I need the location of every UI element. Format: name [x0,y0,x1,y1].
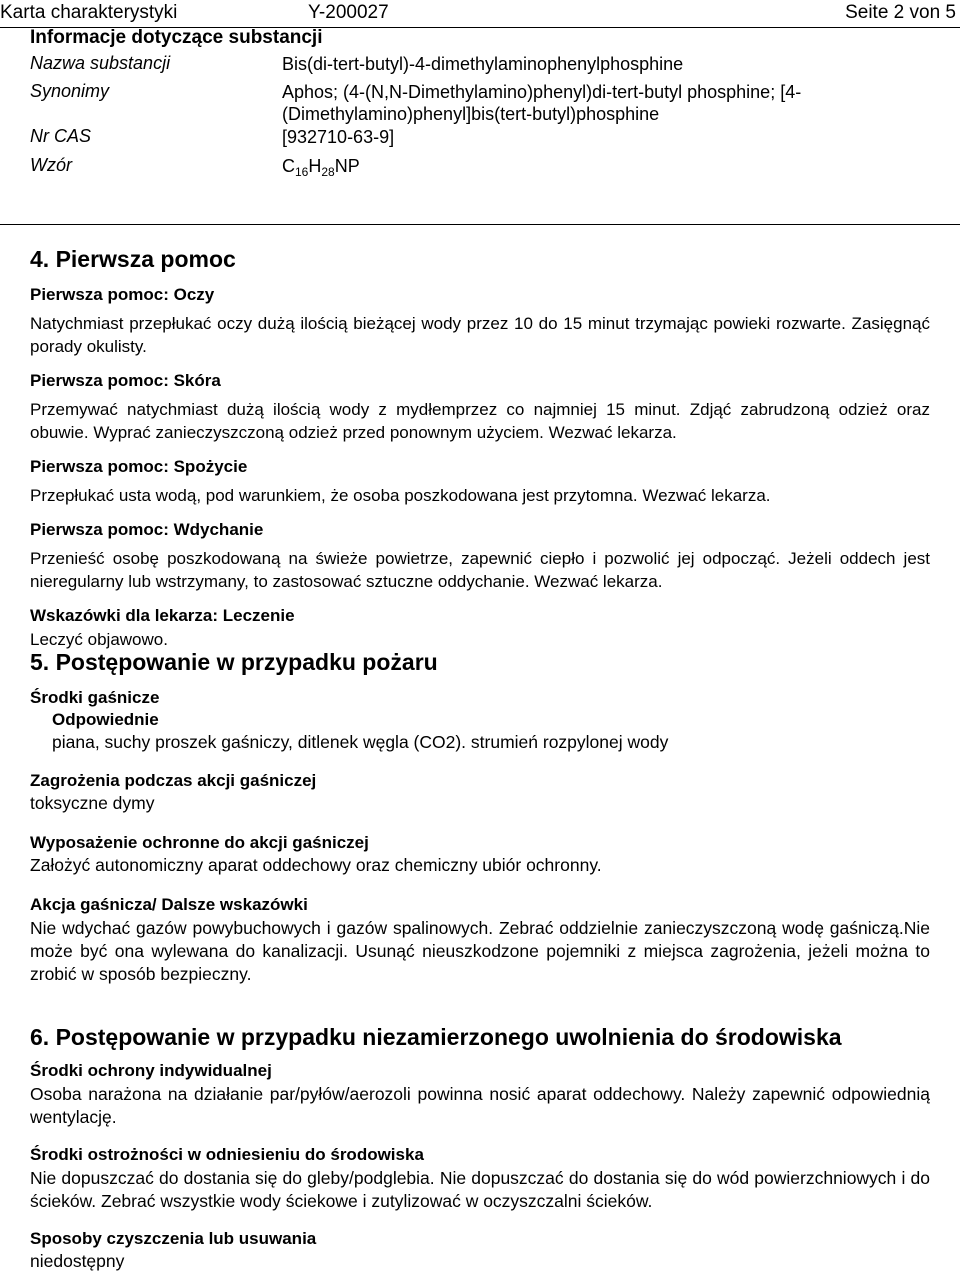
eyes-text: Natychmiast przepłukać oczy dużą ilością bieżącej wody przez 10 do 15 minut trzymając powieki rozwarte. Zasięgnąć porady okulisty. [30,314,930,356]
fire-action-text: Nie wdychać gazów powybuchowych i gazów spalinowych. Zebrać oddzielnie zanieczyszczoną wodę gaśniczą.Nie może być ona wylewana do kanalizacji. Usunąć nieuszkodzone pojemniki z miejsca zagrożenia, jeżeli można to zrobić w sposób bezpieczny. [30,918,930,984]
protective-equipment-heading: Wyposażenie ochronne do akcji gaśniczej [30,833,369,852]
skin-text: Przemywać natychmiast dużą ilością wody z mydłemprzez co najmniej 15 minut. Zdjąć zabrudzoną odzież oraz obuwie. Wyprać zanieczyszczoną odzież przed ponownym użyciem. Wezwać lekarza. [30,400,930,442]
skin-heading: Pierwsza pomoc: Skóra [30,371,221,390]
ingestion-text: Przepłukać usta wodą, pod warunkiem, że osoba poszkodowana jest przytomna. Wezwać lekarza. [30,486,771,505]
section-first-aid [30,246,930,651]
protective-equipment-text: Założyć autonomiczny aparat oddechowy oraz chemiczny ubiór ochronny. [30,855,602,875]
inhalation-text: Przenieść osobę poszkodowaną na świeże powietrze, zapewnić ciepło i pozwolić jej odpocząć. Jeżeli oddech jest nieregularny lub wstrzymany, to zastosować sztuczne oddychanie. Wezwać lekarza. [30,549,930,591]
formula-label: Wzór [30,155,72,175]
section-fire-fighting [30,649,930,986]
environmental-precautions-heading: Środki ostrożności w odniesieniu do środowiska [30,1145,424,1164]
cas-value: [932710-63-9] [282,127,395,147]
doctor-heading: Wskazówki dla lekarza: Leczenie [30,606,295,625]
section-4-title: 4. Pierwsza pomoc [30,246,236,272]
suitable-media-text: piana, suchy proszek gaśniczy, ditlenek węgla (CO2). strumień rozpylonej wody [52,732,669,752]
product-id: Y-200027 [308,2,389,23]
synonyms-line-2: (Dimethylamino)phenyl]bis(tert-butyl)phosphine [282,104,660,124]
synonyms-line-1: Aphos; (4-(N,N-Dimethylamino)phenyl)di-tert-butyl phosphine; [4- [282,82,802,102]
section-accidental-release [30,1024,930,1273]
formula-value: $C_{16}H_{28}NP$ [282,156,360,179]
synonyms-value [282,81,801,125]
cleanup-heading: Sposoby czyszczenia lub usuwania [30,1229,317,1248]
suitable-media-heading: Odpowiednie [52,710,159,729]
inhalation-heading: Pierwsza pomoc: Wdychanie [30,520,264,539]
environmental-precautions-text: Nie dopuszczać do dostania się do gleby/podglebia. Nie dopuszczać do dostania się do wód powierzchniowych i do ścieków. Zebrać wszystkie wody ściekowe i zutylizować w oczyszczalni ścieków. [30,1168,930,1211]
synonyms-label: Synonimy [30,81,110,101]
name-value: Bis(di-tert-butyl)-4-dimethylaminophenylphosphine [282,54,684,74]
section-5-title: 5. Postępowanie w przypadku pożaru [30,649,438,675]
extinguishing-media-heading: Środki gaśnicze [30,688,160,707]
page-number: Seite 2 von 5 [845,2,956,23]
name-label: Nazwa substancji [30,53,171,73]
substance-rule [0,224,960,225]
fire-hazards-text: toksyczne dymy [30,793,155,813]
personal-precautions-text: Osoba narażona na działanie par/pyłów/aerozoli powinna nosić aparat oddechowy. Należy zapewnić odpowiednią wentylację. [30,1084,930,1127]
document-title: Karta charakterystyki [0,2,178,23]
cas-label: Nr CAS [30,126,92,146]
section-6-title: 6. Postępowanie w przypadku niezamierzonego uwolnienia do środowiska [30,1024,842,1050]
personal-precautions-heading: Środki ochrony indywidualnej [30,1061,272,1080]
ingestion-heading: Pierwsza pomoc: Spożycie [30,457,248,476]
fire-hazards-heading: Zagrożenia podczas akcji gaśniczej [30,771,317,790]
page-header [0,0,960,28]
substance-heading: Informacje dotyczące substancji [30,27,323,48]
fire-action-heading: Akcja gaśnicza/ Dalsze wskazówki [30,895,308,914]
doctor-text: Leczyć objawowo. [30,630,168,649]
cleanup-text: niedostępny [30,1251,125,1271]
eyes-heading: Pierwsza pomoc: Oczy [30,285,215,304]
